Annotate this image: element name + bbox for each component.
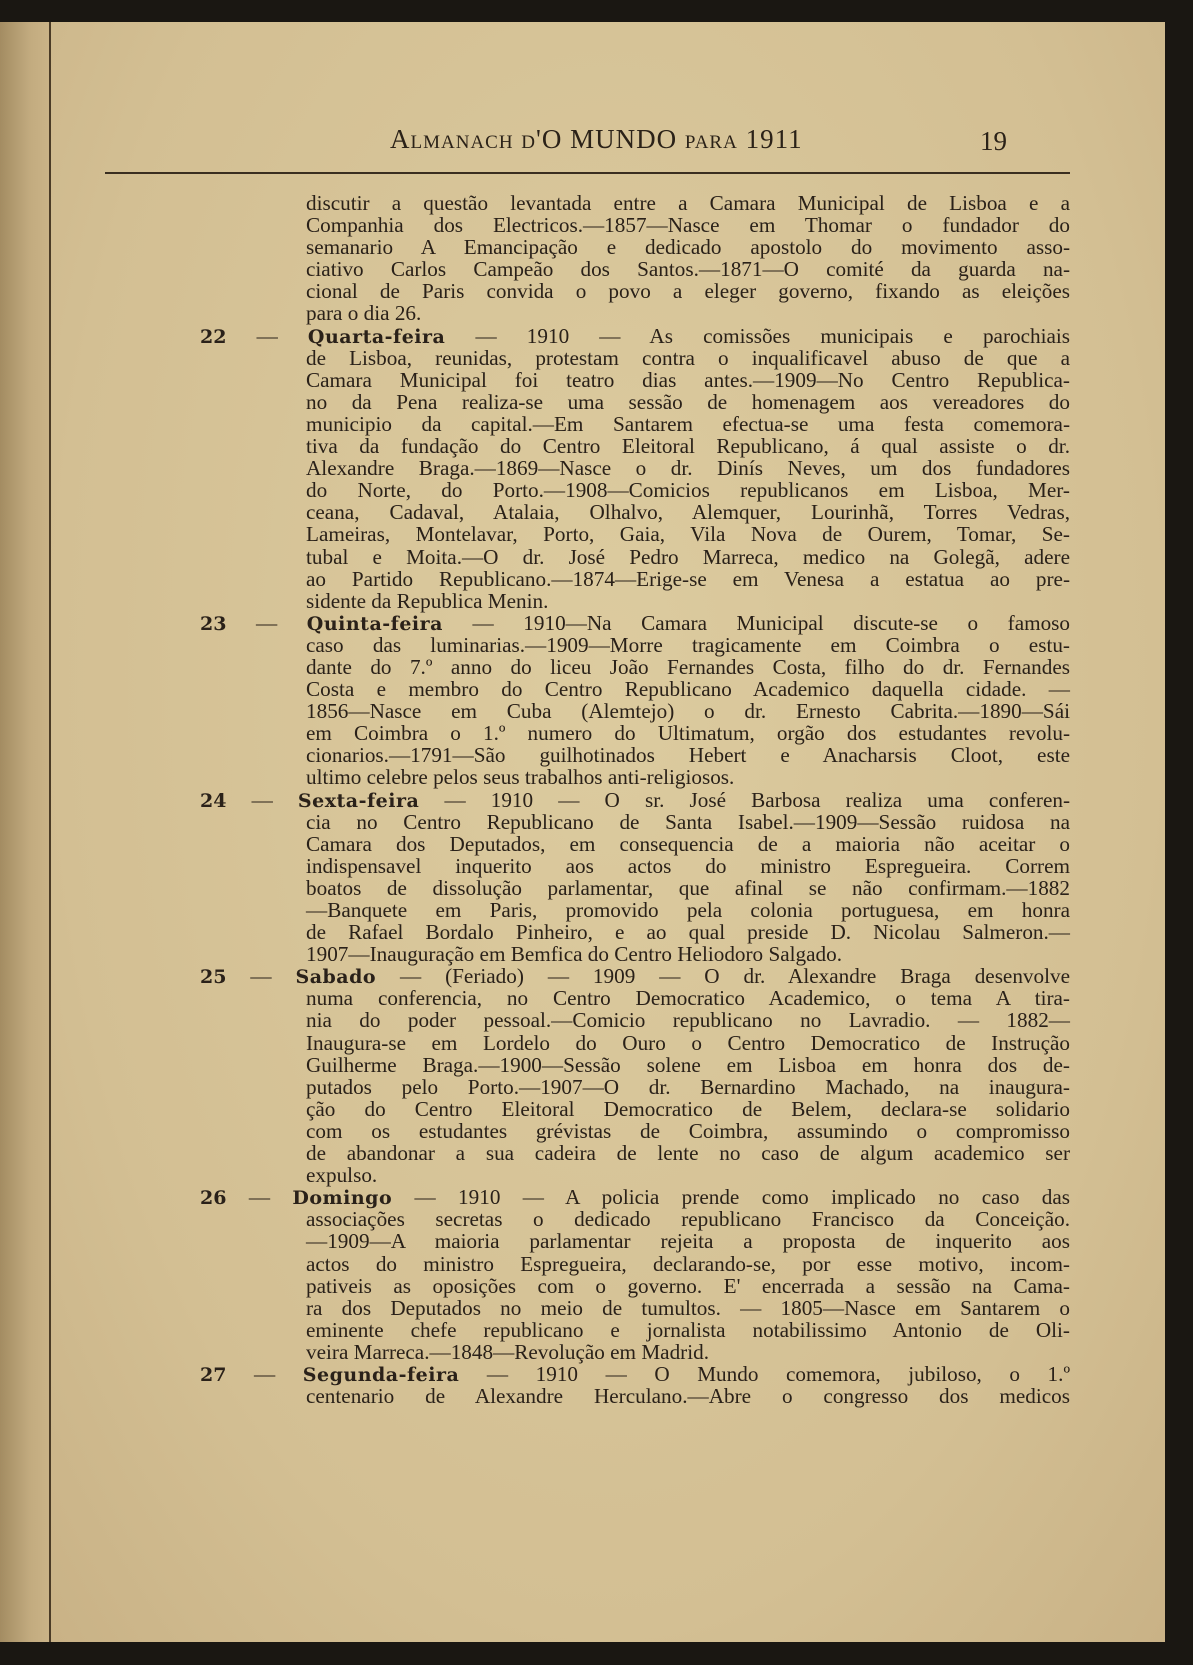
- line-text: pativeis as oposições com o governo. E' encerrada a sessão na Cama-: [306, 1273, 1070, 1298]
- text-line: [200, 678, 1070, 700]
- text-line: [200, 369, 1070, 391]
- weekday-name: Quinta-feira: [306, 612, 443, 635]
- line-text: — 1910 — As comissões municipais e parochiais: [475, 323, 1071, 348]
- text-line: [200, 523, 1070, 545]
- line-text: — 1910—Na Camara Municipal discute-se o famoso: [472, 610, 1071, 635]
- day-entry-line: 27 — Segunda-feira — 1910 — O Mundo comemora, jubiloso, o 1.º: [200, 1361, 1071, 1386]
- text-line: [200, 1297, 1070, 1319]
- line-text: de Rafael Bordalo Pinheiro, e ao qual preside D. Nicolau Salmeron.—: [306, 920, 1070, 945]
- weekday-name: Domingo: [292, 1187, 393, 1210]
- line-text: semanario A Emancipação e dedicado apostolo do movimento asso-: [306, 235, 1070, 260]
- line-text: discutir a questão levantada entre a Camara Municipal de Lisboa e a: [306, 191, 1070, 215]
- text-line: [200, 1032, 1070, 1054]
- text-line: [200, 214, 1070, 236]
- book-gutter: [0, 22, 50, 1642]
- line-text: do Norte, do Porto.—1908—Comicios republicanos em Lisboa, Mer-: [306, 478, 1070, 503]
- text-line: [200, 899, 1070, 921]
- text-line: [200, 877, 1070, 899]
- line-text: municipio da capital.—Em Santarem efectua-se uma festa comemora-: [306, 411, 1070, 436]
- text-line: [200, 656, 1070, 678]
- line-text: cionarios.—1791—São guilhotinados Hebert e Anacharsis Cloot, este: [306, 743, 1070, 768]
- text-line: [200, 1164, 1070, 1186]
- line-text: putados pelo Porto.—1907—O dr. Bernardino Machado, na inaugura-: [306, 1074, 1070, 1099]
- text-line: [200, 479, 1070, 501]
- line-text: 1907—Inauguração em Bemfica do Centro Heliodoro Salgado.: [306, 942, 843, 967]
- running-header: [50, 114, 1070, 154]
- day-number: 23: [200, 612, 227, 635]
- text-line: [200, 1319, 1070, 1341]
- weekday-name: Sexta-feira: [297, 789, 420, 812]
- line-text: Inaugura-se em Lordelo do Ouro o Centro Democratico de Instrução: [306, 1030, 1070, 1055]
- line-text: —Banquete em Paris, promovido pela colonia portuguesa, em honra: [306, 898, 1070, 922]
- text-line: [200, 1385, 1070, 1407]
- line-text: Lameiras, Montelavar, Porto, Gaia, Vila Nova de Ourem, Tomar, Se-: [306, 522, 1070, 547]
- text-line: [200, 855, 1070, 877]
- text-line: [200, 302, 1070, 324]
- day-entry-line: 26 — Domingo — 1910 — A policia prende como implicado no caso das: [200, 1185, 1071, 1210]
- text-line: [200, 987, 1070, 1009]
- line-text: — 1910 — O Mundo comemora, jubiloso, o 1.º: [486, 1361, 1071, 1386]
- line-text: ao Partido Republicano.—1874—Erige-se em Venesa a estatua ao pre-: [306, 566, 1070, 591]
- line-text: Companhia dos Electricos.—1857—Nasce em Thomar o fundador do: [306, 213, 1070, 238]
- text-line: [200, 1098, 1070, 1120]
- line-text: Guilherme Braga.—1900—Sessão solene em Lisboa em honra dos de-: [306, 1052, 1070, 1077]
- text-line: [200, 1142, 1070, 1164]
- text-line: [200, 546, 1070, 568]
- line-text: — 1910 — O sr. José Barbosa realiza uma conferen-: [444, 787, 1071, 812]
- text-line: [200, 435, 1070, 457]
- line-text: Camara dos Deputados, em consequencia de a maioria não aceitar o: [306, 831, 1070, 856]
- line-text: eminente chefe republicano e jornalista notabilissimo Antonio de Oli-: [306, 1317, 1070, 1342]
- text-line: [200, 1208, 1070, 1230]
- running-title: Almanach d'O MUNDO para 1911: [390, 124, 803, 154]
- text-line: [200, 1341, 1070, 1363]
- day-entry-line: 22 — Quarta-feira — 1910 — As comissões municipais e parochiais: [200, 323, 1071, 348]
- text-line: [200, 722, 1070, 744]
- line-text: centenario de Alexandre Herculano.—Abre o congresso dos medicos: [306, 1384, 1070, 1409]
- line-text: para o dia 26.: [306, 301, 422, 326]
- line-text: actos do ministro Espregueira, declarando-se, por esse motivo, incom-: [306, 1251, 1070, 1276]
- day-entry-line: 24 — Sexta-feira — 1910 — O sr. José Barbosa realiza uma conferen-: [200, 787, 1071, 812]
- text-line: [200, 347, 1070, 369]
- text-line: [200, 501, 1070, 523]
- text-line: [200, 590, 1070, 612]
- line-text: ra dos Deputados no meio de tumultos. — 1805—Nasce em Santarem o: [306, 1295, 1070, 1320]
- text-line: [200, 744, 1070, 766]
- line-text: boatos de dissolução parlamentar, que afinal se não confirmam.—1882: [306, 875, 1070, 900]
- text-line: [200, 1076, 1070, 1098]
- day-number: 24: [200, 789, 227, 812]
- almanac-page: [50, 22, 1165, 1642]
- line-text: veira Marreca.—1848—Revolução em Madrid.: [306, 1339, 710, 1364]
- line-text: tiva da fundação do Centro Eleitoral Republicano, á qual assiste o dr.: [306, 434, 1070, 459]
- text-line: [200, 1275, 1070, 1297]
- line-text: sidente da Republica Menin.: [306, 588, 549, 613]
- line-text: cia no Centro Republicano de Santa Isabel.—1909—Sessão ruidosa na: [306, 809, 1070, 834]
- gutter-edge: [49, 22, 51, 1642]
- weekday-name: Segunda-feira: [302, 1363, 460, 1386]
- text-line: [200, 1120, 1070, 1142]
- day-entry-line: 25 — Sabado — (Feriado) — 1909 — O dr. Alexandre Braga desenvolve: [200, 964, 1071, 989]
- weekday-name: Quarta-feira: [307, 325, 446, 348]
- text-line: [200, 568, 1070, 590]
- line-text: tubal e Moita.—O dr. José Pedro Marreca, medico na Golegã, adere: [306, 544, 1070, 569]
- line-text: no da Pena realiza-se uma sessão de homenagem aos vereadores do: [306, 389, 1070, 414]
- line-text: Alexandre Braga.—1869—Nasce o dr. Dinís Neves, um dos fundadores: [306, 456, 1070, 481]
- body-text: [200, 192, 1070, 1407]
- text-line: [200, 1230, 1070, 1252]
- weekday-name: Sabado: [295, 966, 377, 989]
- text-line: [200, 192, 1070, 214]
- line-text: ceana, Cadaval, Atalaia, Olhalvo, Alemquer, Lourinhã, Torres Vedras,: [306, 500, 1070, 525]
- line-text: numa conferencia, no Centro Democratico Academico, o tema A tira-: [306, 986, 1070, 1011]
- text-line: [200, 811, 1070, 833]
- line-text: — 1910 — A policia prende como implicado no caso das: [414, 1185, 1071, 1210]
- text-line: [200, 766, 1070, 788]
- text-line: [200, 634, 1070, 656]
- text-line: [200, 413, 1070, 435]
- text-line: [200, 280, 1070, 302]
- text-line: [200, 391, 1070, 413]
- line-text: caso das luminarias.—1909—Morre tragicamente em Coimbra o estu-: [306, 632, 1070, 657]
- text-line: [200, 943, 1070, 965]
- line-text: associações secretas o dedicado republicano Francisco da Conceição.: [306, 1207, 1070, 1232]
- text-line: [200, 1253, 1070, 1275]
- line-text: de Lisboa, reunidas, protestam contra o inqualificavel abuso de que a: [306, 345, 1070, 370]
- line-text: ultimo celebre pelos seus trabalhos anti-religiosos.: [306, 765, 735, 790]
- line-text: expulso.: [306, 1163, 378, 1188]
- line-text: indispensavel inquerito aos actos do ministro Espregueira. Correm: [306, 853, 1070, 878]
- line-text: nia do poder pessoal.—Comicio republicano no Lavradio. — 1882—: [306, 1008, 1070, 1033]
- line-text: — (Feriado) — 1909 — O dr. Alexandre Braga desenvolve: [399, 964, 1071, 989]
- line-text: Camara Municipal foi teatro dias antes.—1909—No Centro Republica-: [306, 367, 1070, 392]
- text-line: [200, 457, 1070, 479]
- page-number: 19: [980, 126, 1007, 156]
- day-number: 25: [200, 966, 227, 989]
- text-line: [200, 921, 1070, 943]
- text-line: [200, 236, 1070, 258]
- text-line: [200, 833, 1070, 855]
- day-number: 26: [200, 1187, 227, 1210]
- text-line: [200, 1009, 1070, 1031]
- line-text: de abandonar a sua cadeira de lente no caso de algum academico ser: [306, 1141, 1070, 1166]
- line-text: em Coimbra o 1.º numero do Ultimatum, orgão dos estudantes revolu-: [306, 721, 1070, 746]
- text-line: [200, 700, 1070, 722]
- day-number: 22: [200, 325, 227, 348]
- line-text: —1909—A maioria parlamentar rejeita a proposta de inquerito aos: [306, 1229, 1070, 1254]
- line-text: Costa e membro do Centro Republicano Academico daquella cidade. —: [306, 677, 1070, 702]
- line-text: com os estudantes grévistas de Coimbra, assumindo o compromisso: [306, 1118, 1070, 1143]
- line-text: ção do Centro Eleitoral Democratico de Belem, declara-se solidario: [306, 1096, 1070, 1121]
- line-text: ciativo Carlos Campeão dos Santos.—1871—O comité da guarda na-: [306, 257, 1070, 282]
- line-text: 1856—Nasce em Cuba (Alemtejo) o dr. Ernesto Cabrita.—1890—Sái: [306, 699, 1070, 724]
- line-text: dante do 7.º anno do liceu João Fernandes Costa, filho do dr. Fernandes: [306, 654, 1070, 679]
- text-line: [200, 1054, 1070, 1076]
- header-rule: [105, 172, 1070, 174]
- line-text: cional de Paris convida o povo a eleger governo, fixando as eleições: [306, 279, 1070, 304]
- day-entry-line: 23 — Quinta-feira — 1910—Na Camara Municipal discute-se o famoso: [200, 610, 1071, 635]
- text-line: [200, 258, 1070, 280]
- day-number: 27: [200, 1363, 227, 1386]
